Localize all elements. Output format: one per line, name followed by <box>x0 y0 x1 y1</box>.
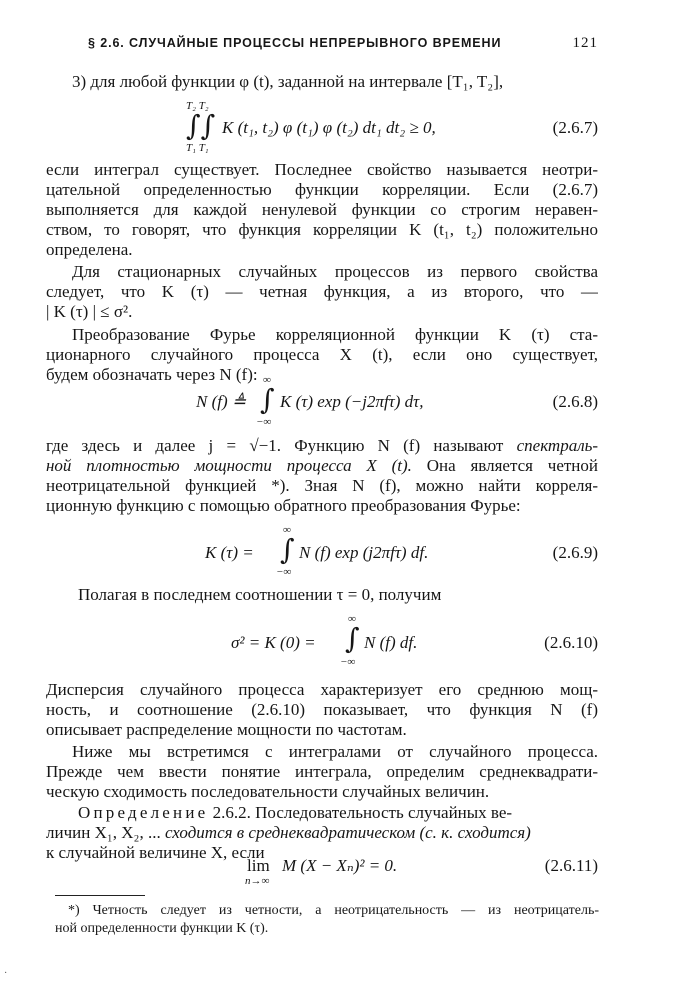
intro-line: 3) для любой функции φ (t), заданной на интервале [T₁, T₂], <box>72 72 504 91</box>
eq-268-body: K (τ) exp (−j2πfτ) dτ, <box>280 392 424 411</box>
section-title: § 2.6. СЛУЧАЙНЫЕ ПРОЦЕССЫ НЕПРЕРЫВНОГО ВРЕМЕНИ <box>88 36 502 50</box>
integral-symbol: ∫ <box>345 622 360 655</box>
para1-line-2: цательной определенностью функции корреляции. Если (2.6.7) <box>46 180 598 199</box>
integral-symbol: ∫ <box>280 533 295 566</box>
footnote-line-2: ной определенности функции K (τ). <box>55 921 269 936</box>
para3-line-2: ционарного случайного процесса X (t), если оно существует, <box>46 345 598 364</box>
para6-line-1: Дисперсия случайного процесса характеризует его среднюю мощ- <box>46 680 598 699</box>
integral-symbol: ∫ <box>260 383 275 416</box>
eq-269-lower-limit: −∞ <box>276 566 292 578</box>
eq-267-number: (2.6.7) <box>552 118 598 137</box>
eq-2610-body: N (f) df. <box>364 633 418 652</box>
eq-267-upper-limits: T₂ T₂ <box>186 100 209 112</box>
para4-line-2 <box>46 456 598 476</box>
definition-line-2-text: личин X₁, X₂, ... <box>46 823 165 842</box>
page-number: 121 <box>572 35 598 51</box>
eq-2610-upper-limit: ∞ <box>348 613 356 625</box>
eq-268-number: (2.6.8) <box>552 392 598 411</box>
eq-2610-lower-limit: −∞ <box>340 656 356 668</box>
eq-268-upper-limit: ∞ <box>263 374 271 386</box>
para7-line-3: ческую сходимость последовательности случайных величин. <box>46 782 490 801</box>
eq-267-lower-limits: T₁ T₁ <box>186 142 209 154</box>
para2-line-1: Для стационарных случайных процессов из первого свойства <box>72 262 598 281</box>
para7-line-2: Прежде чем ввести понятие интеграла, определим среднеквадрати- <box>46 762 598 781</box>
para7-line-1: Ниже мы встретимся с интегралами от случайного процесса. <box>72 742 598 761</box>
para2-line-3: | K (τ) | ≤ σ². <box>46 302 133 321</box>
para4-line-4: ционную функцию с помощью обратного преобразования Фурье: <box>46 496 521 515</box>
para4-line-1-emphasis: спектраль- <box>516 436 598 455</box>
definition-line-3: к случайной величине X, если <box>46 843 265 862</box>
eq-2610-number: (2.6.10) <box>544 633 598 652</box>
para4-line-1-text: где здесь и далее j = √−1. Функцию N (f) называют <box>46 436 504 455</box>
eq-269-body: N (f) exp (j2πfτ) df. <box>299 543 429 562</box>
eq-268-lower-limit: −∞ <box>256 416 272 428</box>
definition-line-2-emphasis: сходится в среднеквадратическом (с. к. сходится) <box>164 823 531 842</box>
para4-line-1 <box>46 436 598 456</box>
eq-2611-number: (2.6.11) <box>544 856 598 875</box>
para2-line-2: следует, что K (τ) — четная функция, а из второго, что — <box>46 282 598 301</box>
para6-line-3: описывает распределение мощности по частотам. <box>46 720 407 739</box>
para4-line-2-text: Она является четной <box>426 456 598 475</box>
eq-2611-body: M (X − Xₙ)² = 0. <box>282 856 398 875</box>
definition-line-1 <box>78 803 598 823</box>
eq-2611-lim: lim <box>247 856 270 875</box>
para3-line-3: будем обозначать через N (f): <box>46 365 258 384</box>
para4-line-3: неотрицательной функцией *). Зная N (f), можно найти корреля- <box>46 476 598 495</box>
para1-line-4: ством, то говорят, что функция корреляции K (t₁, t₂) положительно <box>46 220 598 239</box>
para4-line-2-emphasis: ной плотностью мощности процесса X (t). <box>46 456 412 475</box>
definition-line-2 <box>46 823 598 843</box>
eq-2611-subscript: n→∞ <box>245 875 270 887</box>
para1-line-3: выполняется для каждой ненулевой функции со строгим неравен- <box>46 200 598 219</box>
definition-label: Определение <box>78 803 209 822</box>
definition-line-1-text: 2.6.2. Последовательность случайных ве- <box>208 803 513 822</box>
double-integral-symbol: ∫∫ <box>186 109 216 142</box>
eq-269-number: (2.6.9) <box>552 543 598 562</box>
eq-267-body: K (t₁, t₂) φ (t₁) φ (t₂) dt₁ dt₂ ≥ 0, <box>222 118 436 137</box>
footnote-divider <box>55 895 145 896</box>
eq-269-upper-limit: ∞ <box>283 524 291 536</box>
para3-line-1: Преобразование Фурье корреляционной функции K (τ) ста- <box>72 325 598 344</box>
running-header <box>88 36 598 56</box>
para1-line-5: определена. <box>46 240 133 259</box>
para1-line-1: если интеграл существует. Последнее свойство называется неотри- <box>46 160 598 179</box>
paragraph-5: Полагая в последнем соотношении τ = 0, получим <box>78 585 442 604</box>
para6-line-2: ность, и соотношение (2.6.10) показывает, что функция N (f) <box>46 700 598 719</box>
eq-2610-lhs: σ² = K (0) = <box>231 633 316 652</box>
eq-268-lhs: N (f) ≜ <box>196 392 247 411</box>
footnote-line-1: *) Четность следует из четности, а неотрицательность — из неотрицатель- <box>68 903 599 918</box>
eq-269-lhs: K (τ) = <box>205 543 254 562</box>
margin-mark: · <box>4 968 8 979</box>
